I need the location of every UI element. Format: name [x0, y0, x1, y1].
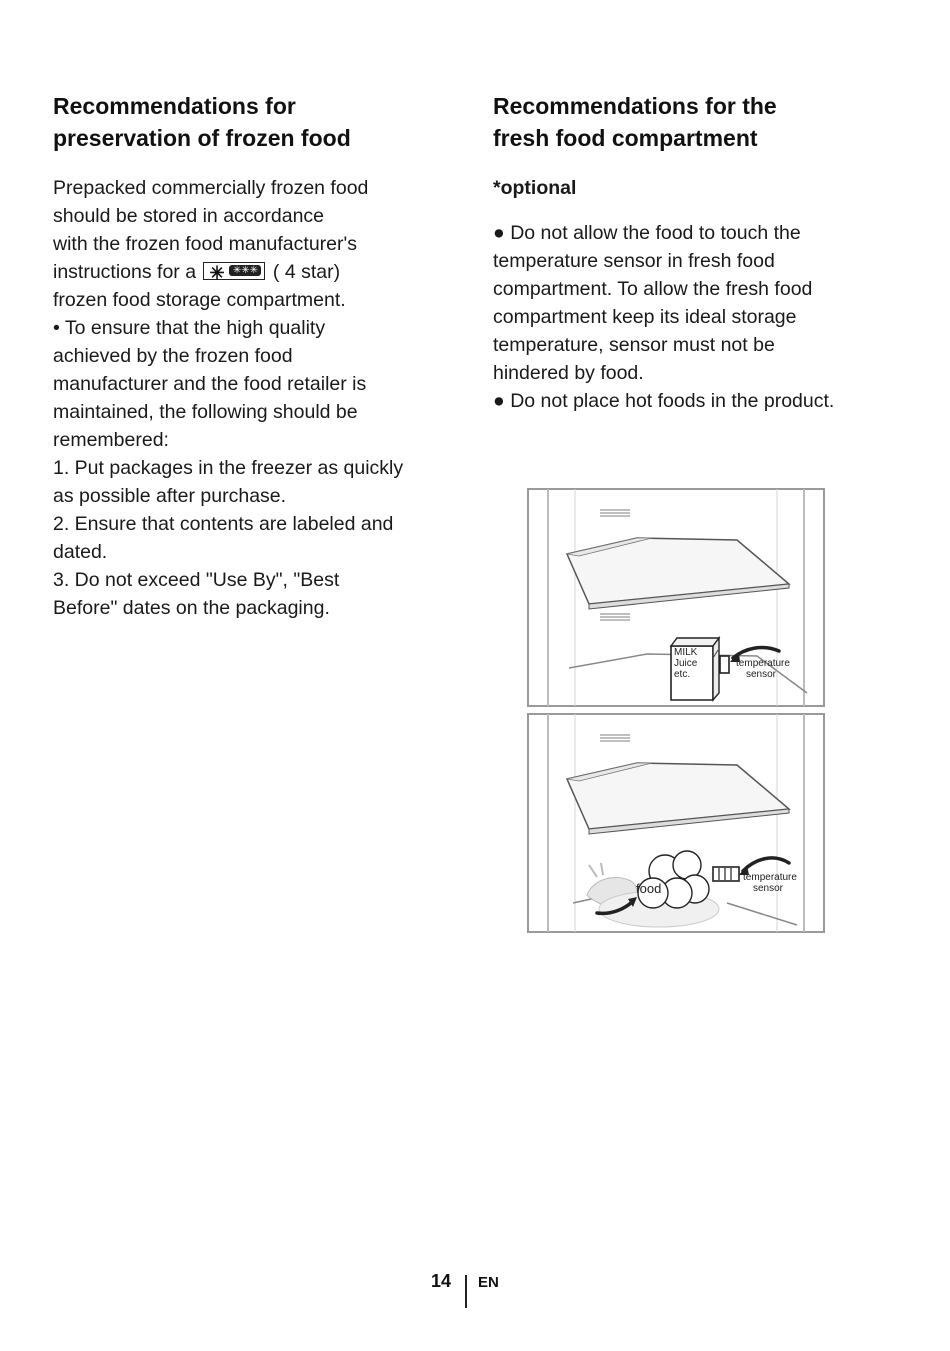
- sensor-label-line: sensor: [752, 883, 784, 894]
- body-line: frozen food storage compartment.: [53, 289, 346, 311]
- body-line: as possible after purchase.: [53, 485, 287, 507]
- body-line-with-symbol: [53, 258, 448, 286]
- body-line: • To ensure that the high quality: [53, 317, 326, 339]
- carton-text-line: Juice: [674, 658, 698, 669]
- body-line: 1. Put packages in the freezer as quickly: [53, 457, 404, 479]
- heading-line: Recommendations for: [53, 93, 296, 119]
- body-line: manufacturer and the food retailer is: [53, 373, 367, 395]
- body-line: compartment. To allow the fresh food: [493, 278, 813, 300]
- fridge-food-drawing: [527, 713, 825, 933]
- fridge-carton-drawing: [527, 488, 825, 707]
- body-line: Before" dates on the packaging.: [53, 597, 330, 619]
- body-line: maintained, the following should be: [53, 401, 358, 423]
- body-line: hindered by food.: [493, 362, 644, 384]
- sensor-label-line: temperature: [743, 872, 797, 883]
- fresh-food-body: [493, 219, 893, 415]
- frozen-food-heading: [53, 90, 448, 154]
- body-line: 2. Ensure that contents are labeled and: [53, 513, 394, 535]
- body-line: achieved by the frozen food: [53, 345, 293, 367]
- fridge-illustration-food: [527, 713, 825, 933]
- heading-line: fresh food compartment: [493, 125, 758, 151]
- food-label: food: [636, 881, 662, 896]
- body-line: temperature sensor in fresh food: [493, 250, 775, 272]
- triple-star-icon: ✳✳✳: [229, 265, 261, 276]
- sensor-label-line: temperature: [736, 658, 790, 669]
- sensor-label-line: sensor: [745, 669, 777, 680]
- frozen-food-body: [53, 174, 448, 622]
- page-number: 14: [431, 1271, 452, 1291]
- body-line: with the frozen food manufacturer's: [53, 233, 357, 255]
- single-star-icon: ✳: [209, 263, 225, 283]
- body-line: Prepacked commercially frozen food: [53, 177, 369, 199]
- fresh-food-heading: [493, 90, 893, 154]
- body-line: dated.: [53, 541, 108, 563]
- optional-label: *optional: [493, 177, 577, 199]
- body-line: temperature, sensor must not be: [493, 334, 775, 356]
- instructions-text: instructions for a: [53, 261, 197, 283]
- heading-line: preservation of frozen food: [53, 125, 351, 151]
- body-line: ● Do not allow the food to touch the: [493, 222, 801, 244]
- body-line: ● Do not place hot foods in the product.: [493, 390, 835, 412]
- fresh-food-section: [493, 90, 893, 415]
- body-line: should be stored in accordance: [53, 205, 325, 227]
- temperature-sensor-icon: [720, 656, 729, 673]
- temperature-sensor-icon: [713, 867, 739, 881]
- body-line: 3. Do not exceed "Use By", "Best: [53, 569, 340, 591]
- carton-text-line: etc.: [674, 669, 691, 680]
- body-line: compartment keep its ideal storage: [493, 306, 797, 328]
- carton-text-line: MILK: [674, 647, 698, 658]
- heading-line: Recommendations for the: [493, 93, 777, 119]
- frozen-food-section: [53, 90, 448, 622]
- language-code: EN: [478, 1274, 499, 1291]
- four-star-text: ( 4 star): [272, 261, 341, 283]
- footer-divider: [465, 1275, 467, 1308]
- body-line: remembered:: [53, 429, 169, 451]
- four-star-freezer-icon: [203, 262, 265, 283]
- fridge-illustration-carton: [527, 488, 825, 707]
